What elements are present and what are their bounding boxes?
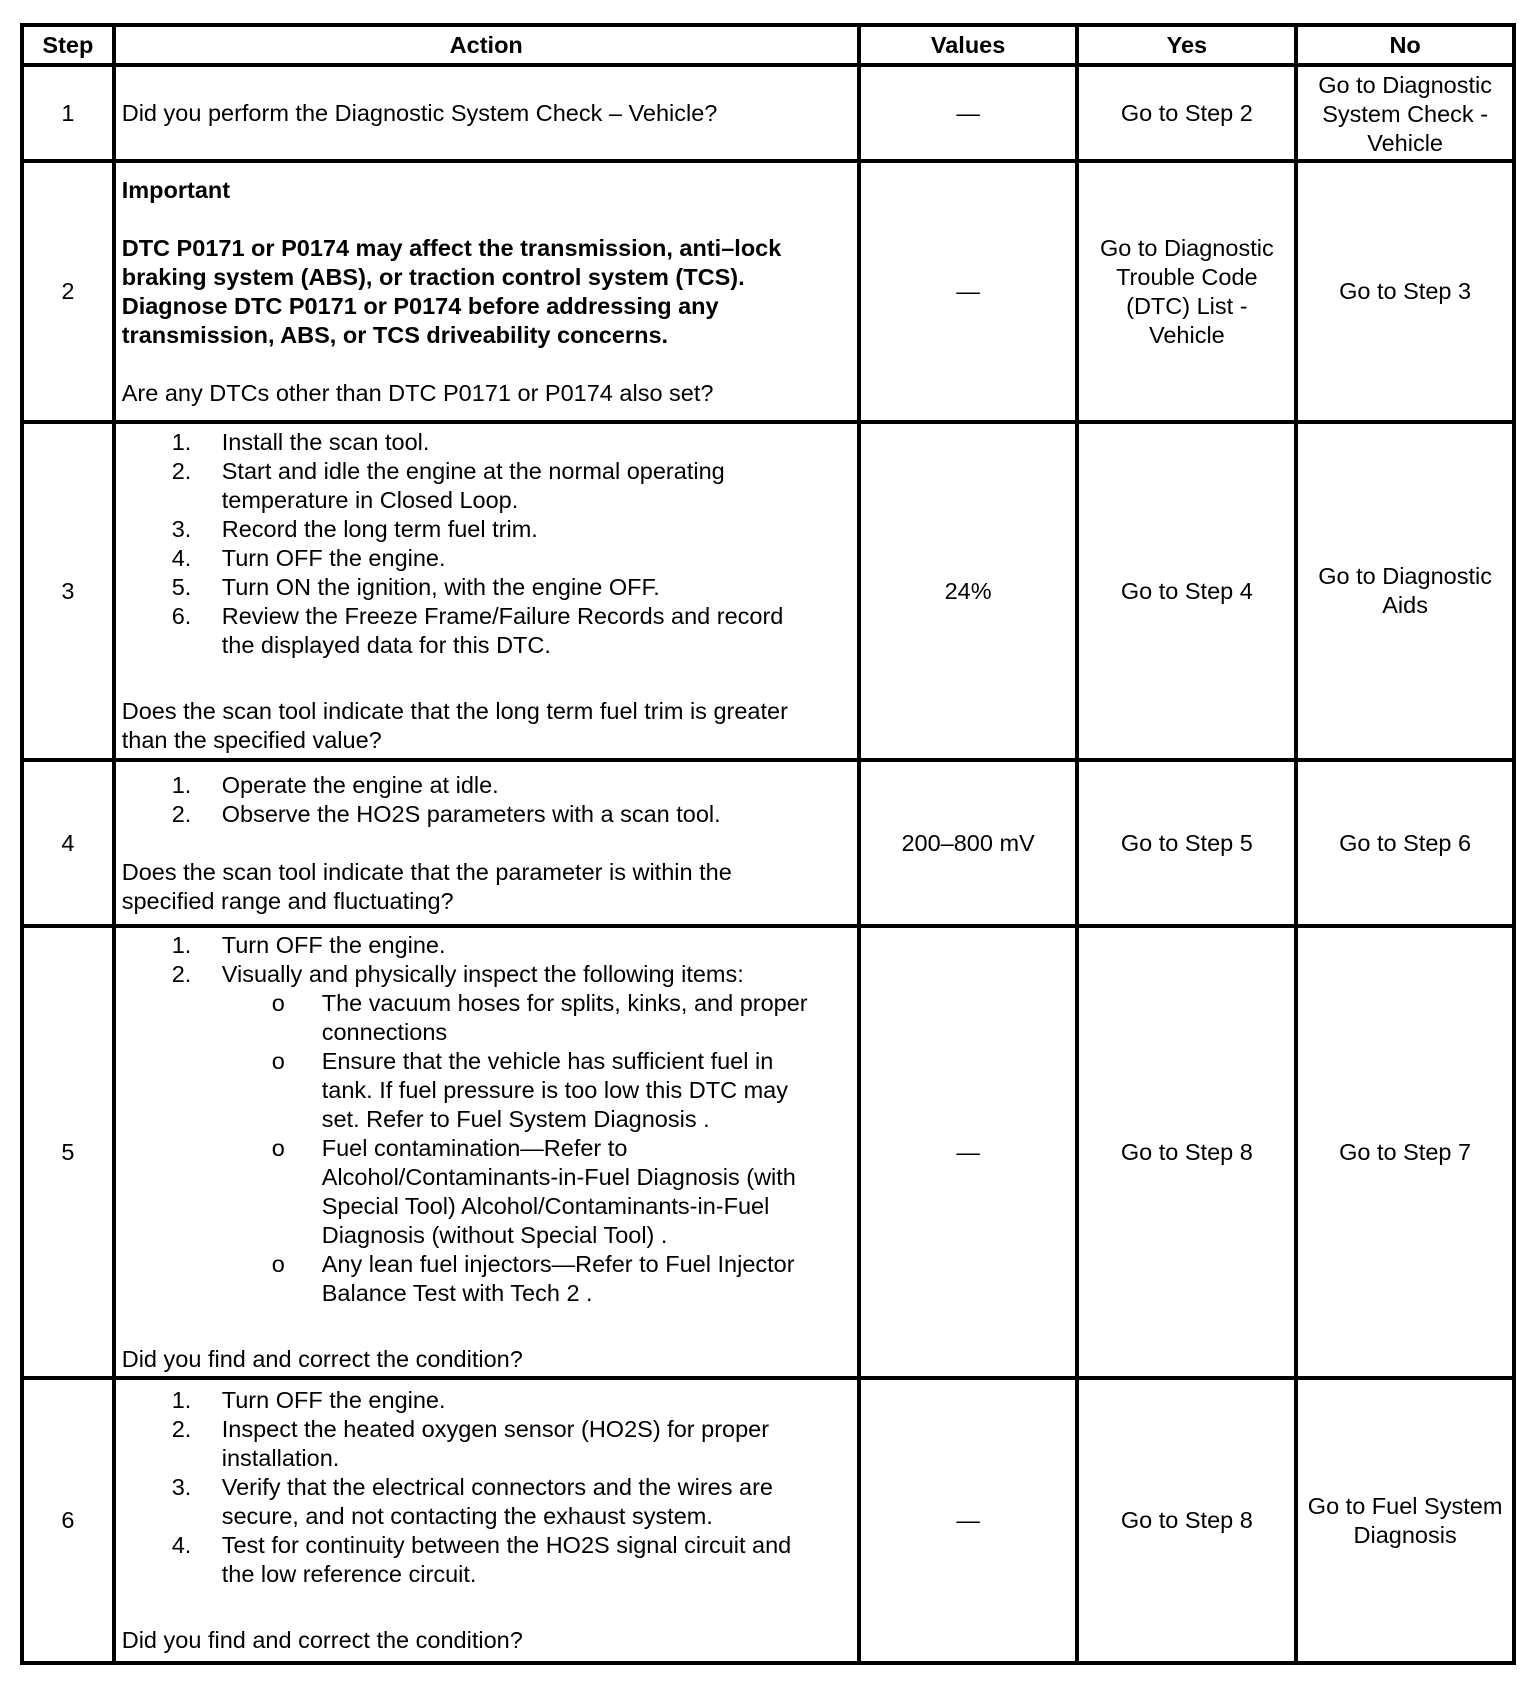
yes-line: (DTC) List - [1126, 292, 1248, 319]
table-row-step-6 [22, 1378, 1514, 1663]
header-values: Values [859, 25, 1078, 65]
no-line: Diagnosis [1353, 1521, 1457, 1548]
list-item [122, 573, 851, 602]
list-item [122, 989, 851, 1047]
item-text: tank. If fuel pressure is too low this DTC may [321, 1076, 788, 1103]
item-text: Balance Test with Tech 2 . [321, 1279, 593, 1306]
no-line: Go to Diagnostic [1318, 563, 1492, 589]
numbered-list [122, 1386, 851, 1589]
list-item [122, 515, 851, 544]
step-number: 5 [22, 926, 114, 1378]
item-text: Any lean fuel injectors—Refer to Fuel Injector [321, 1250, 795, 1277]
table-row-step-3 [22, 422, 1514, 760]
item-text: Diagnosis (without Special Tool) . [321, 1221, 668, 1248]
item-number: 6. [171, 602, 192, 629]
item-text: Turn OFF the engine. [221, 931, 446, 958]
list-item [122, 931, 851, 960]
table-row-step-2 [22, 161, 1514, 422]
yes-cell: Go to Step 8 [1077, 926, 1296, 1378]
item-text: connections [321, 1018, 448, 1045]
diagnostic-table [20, 23, 1516, 1665]
yes-cell: Go to Step 2 [1077, 65, 1296, 161]
item-number: 4. [171, 544, 192, 571]
item-text: Fuel contamination—Refer to [321, 1134, 628, 1161]
question-text: specified range and fluctuating? [121, 887, 454, 914]
step-number: 1 [22, 65, 114, 161]
item-text: temperature in Closed Loop. [221, 486, 519, 513]
yes-cell: Go to Step 4 [1077, 422, 1296, 760]
step-number: 6 [22, 1378, 114, 1663]
item-text: secure, and not contacting the exhaust system. [221, 1503, 713, 1529]
no-line: Go to Diagnostic [1318, 72, 1492, 98]
item-number: 5. [171, 573, 192, 600]
numbered-list [122, 428, 851, 660]
question-text: Does the scan tool indicate that the parameter is within the [121, 858, 732, 885]
item-text: set. Refer to Fuel System Diagnosis . [321, 1105, 710, 1132]
yes-line: Vehicle [1148, 321, 1225, 348]
bullet: o [271, 1047, 285, 1074]
bullet: o [271, 989, 285, 1016]
step-number: 2 [22, 161, 114, 422]
header-step: Step [22, 25, 114, 65]
item-number: 2. [171, 1416, 192, 1442]
value-cell: — [859, 926, 1078, 1378]
list-item [122, 428, 851, 457]
table-row-step-5 [22, 926, 1514, 1378]
action-cell [114, 422, 859, 760]
step-number: 4 [22, 760, 114, 926]
no-line: Go to Fuel System [1307, 1492, 1503, 1519]
yes-cell: Go to Step 5 [1077, 760, 1296, 926]
numbered-list [122, 931, 851, 989]
list-item [122, 1047, 851, 1134]
item-text: Turn OFF the engine. [221, 1387, 446, 1413]
value-cell: 24% [859, 422, 1078, 760]
item-number: 2. [171, 960, 192, 987]
item-number: 2. [171, 800, 192, 827]
header-action: Action [114, 25, 859, 65]
item-text: Ensure that the vehicle has sufficient fuel in [321, 1047, 774, 1074]
question-text: Did you perform the Diagnostic System Check – Vehicle? [121, 99, 718, 126]
no-line: System Check - [1322, 101, 1489, 127]
important-title: Important [121, 176, 231, 203]
no-cell: Go to Step 7 [1296, 926, 1514, 1378]
no-cell [1296, 65, 1514, 161]
action-cell [114, 161, 859, 422]
item-number: 3. [171, 1474, 192, 1500]
item-number: 3. [171, 515, 192, 542]
action-cell [114, 1378, 859, 1663]
item-text: Observe the HO2S parameters with a scan tool. [221, 800, 721, 827]
item-text: Test for continuity between the HO2S signal circuit and [221, 1532, 792, 1558]
list-item [122, 1386, 851, 1415]
question-text: Did you find and correct the condition? [121, 1345, 523, 1372]
list-item [122, 771, 851, 800]
item-text: Turn ON the ignition, with the engine OFF. [221, 573, 660, 600]
yes-cell [1077, 161, 1296, 422]
bullet-list [122, 989, 851, 1308]
list-item [122, 1134, 851, 1250]
yes-line: Go to Diagnostic [1099, 234, 1274, 261]
header-no: No [1296, 25, 1514, 65]
question-text: Does the scan tool indicate that the long term fuel trim is greater [121, 697, 788, 724]
list-item [122, 602, 851, 660]
bullet: o [271, 1250, 285, 1277]
header-row [22, 25, 1514, 65]
important-line: Diagnose DTC P0171 or P0174 before addressing any [121, 292, 719, 319]
item-text: the low reference circuit. [221, 1561, 477, 1587]
value-cell: — [859, 65, 1078, 161]
item-text: Review the Freeze Frame/Failure Records and record [221, 602, 784, 629]
important-line: transmission, ABS, or TCS driveability concerns. [121, 321, 669, 348]
action-cell [114, 926, 859, 1378]
no-cell: Go to Step 6 [1296, 760, 1514, 926]
item-text: Verify that the electrical connectors and the wires are [221, 1474, 773, 1500]
item-number: 2. [171, 457, 192, 484]
item-text: Turn OFF the engine. [221, 544, 446, 571]
table-row-step-4 [22, 760, 1514, 926]
header-yes: Yes [1077, 25, 1296, 65]
list-item [122, 1473, 851, 1531]
item-text: Record the long term fuel trim. [221, 515, 538, 542]
item-text: Start and idle the engine at the normal operating [221, 457, 725, 484]
list-item [122, 800, 851, 829]
important-line: DTC P0171 or P0174 may affect the transmission, anti–lock [121, 234, 782, 261]
item-number: 1. [171, 771, 192, 798]
item-number: 1. [171, 428, 192, 455]
question-text: Did you find and correct the condition? [121, 1627, 523, 1653]
question-text: than the specified value? [121, 726, 382, 753]
item-text: the displayed data for this DTC. [221, 631, 551, 658]
yes-cell: Go to Step 8 [1077, 1378, 1296, 1663]
question-text: Are any DTCs other than DTC P0171 or P0174 also set? [121, 379, 714, 406]
no-cell: Go to Step 3 [1296, 161, 1514, 422]
item-number: 1. [171, 1387, 192, 1413]
value-cell: — [859, 161, 1078, 422]
item-number: 1. [171, 931, 192, 958]
list-item [122, 1250, 851, 1308]
no-cell [1296, 422, 1514, 760]
item-number: 4. [171, 1532, 192, 1558]
item-text: Visually and physically inspect the following items: [221, 960, 744, 987]
action-cell [114, 760, 859, 926]
list-item [122, 457, 851, 515]
item-text: Install the scan tool. [221, 428, 430, 455]
no-line: Aids [1382, 592, 1428, 618]
bullet: o [271, 1134, 285, 1161]
value-cell: — [859, 1378, 1078, 1663]
item-text: Inspect the heated oxygen sensor (HO2S) for proper [221, 1416, 770, 1442]
item-text: Special Tool) Alcohol/Contaminants-in-Fuel [321, 1192, 770, 1219]
list-item [122, 1415, 851, 1473]
item-text: The vacuum hoses for splits, kinks, and proper [321, 989, 808, 1016]
table-row-step-1 [22, 65, 1514, 161]
list-item [122, 960, 851, 989]
item-text: installation. [221, 1445, 340, 1471]
important-line: braking system (ABS), or traction control system (TCS). [121, 263, 745, 290]
step-number: 3 [22, 422, 114, 760]
item-text: Operate the engine at idle. [221, 771, 499, 798]
no-line: Vehicle [1367, 130, 1443, 156]
value-cell: 200–800 mV [859, 760, 1078, 926]
numbered-list [122, 771, 851, 829]
action-cell [114, 65, 859, 161]
no-cell [1296, 1378, 1514, 1663]
item-text: Alcohol/Contaminants-in-Fuel Diagnosis (with [321, 1163, 796, 1190]
yes-line: Trouble Code [1116, 263, 1258, 290]
list-item [122, 544, 851, 573]
list-item [122, 1531, 851, 1589]
